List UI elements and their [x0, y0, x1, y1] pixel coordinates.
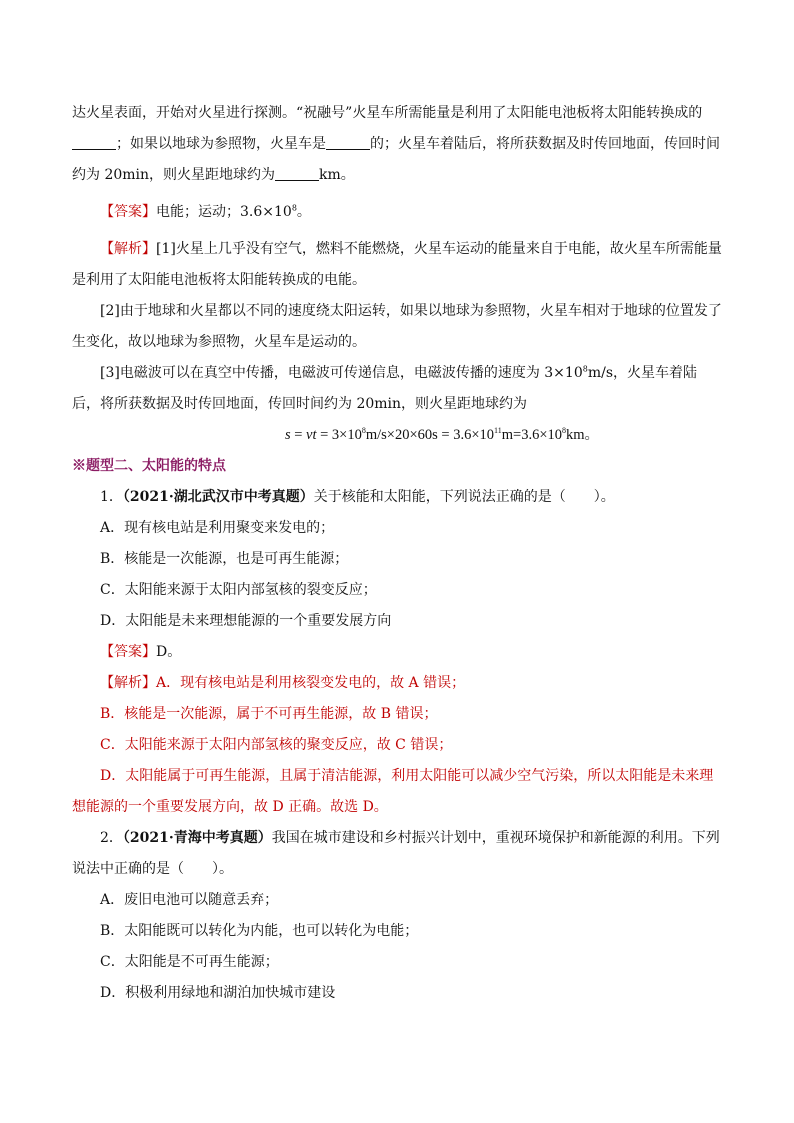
option-c: C．太阳能来源于太阳内部氢核的裂变反应； [100, 582, 377, 598]
analysis-paragraph-3: [3]电磁波可以在真空中传播，电磁波可传递信息，电磁波传播的速度为 $3\times 10^8m/s$，火星车着陆后，将所获数据及时传回地面，传回时间约为 20min，则火星距地球约为 [72, 364, 698, 412]
answer-blank [72, 134, 116, 150]
option-a: A．废旧电池可以随意丢弃； [100, 892, 279, 908]
option-d: D．积极利用绿地和湖泊加快城市建设 [100, 985, 336, 1001]
formula-line: s = vt = $3\times 10^8m/s\times 20\times 60s = 3.6\times 10^{11}m=3.6\times 10^8km$。 [284, 426, 600, 443]
answer-blank [275, 165, 319, 181]
answer-line: 【答案】电能；运动；$3.6\times 10^8$。 [100, 203, 311, 220]
option-b: B．核能是一次能源，也是可再生能源； [100, 551, 349, 567]
section-heading: ※题型二、太阳能的特点 [72, 458, 226, 474]
question-source: （2021·青海中考真题） [122, 830, 272, 846]
question-text-line3: 约为 20min，则火星距地球约为 km。 [72, 167, 355, 183]
answer-line: 【答案】D。 [100, 644, 182, 660]
option-a: A．现有核电站是利用聚变来发电的； [100, 520, 335, 536]
analysis-label: 【解析】 [100, 675, 156, 691]
answer-label: 【答案】 [100, 644, 156, 660]
question-source: （2021·湖北武汉市中考真题） [122, 489, 314, 505]
analysis-paragraph-2: [2]由于地球和火星都以不同的速度绕太阳运转，如果以地球为参照物，火星车相对于地球的位置发了生变化，故以地球为参照物，火星车是运动的。 [72, 303, 722, 350]
option-d: D．太阳能是未来理想能源的一个重要发展方向 [100, 613, 392, 629]
analysis-line: B．核能是一次能源，属于不可再生能源，故 B 错误； [100, 706, 438, 722]
question-1-stem: 1．（2021·湖北武汉市中考真题）关于核能和太阳能，下列说法正确的是（ ）。 [100, 489, 615, 505]
answer-blank [326, 134, 370, 150]
option-b: B．太阳能既可以转化为内能，也可以转化为电能； [100, 923, 419, 939]
analysis-paragraph-1: 【解析】[1]火星上几乎没有空气，燃料不能燃烧，火星车运动的能量来自于电能，故火星车所需能量是利用了太阳能电池板将太阳能转换成的电能。 [72, 241, 722, 288]
answer-label: 【答案】 [100, 204, 156, 220]
analysis-line: 【解析】A．现有核电站是利用核裂变发电的，故 A 错误； [100, 675, 466, 691]
analysis-line: C．太阳能来源于太阳内部氢核的聚变反应，故 C 错误； [100, 737, 453, 753]
question-text-line2: ；如果以地球为参照物，火星车是 的；火星车着陆后，将所获数据及时传回地面，传回时间 [72, 129, 722, 160]
option-c: C．太阳能是不可再生能源； [100, 954, 279, 970]
question-2-stem: 2．（2021·青海中考真题）我国在城市建设和乡村振兴计划中，重视环境保护和新能源的利用。下列说法中正确的是（ ）。 [72, 830, 720, 877]
analysis-line: D．太阳能属于可再生能源，且属于清洁能源，利用太阳能可以减少空气污染，所以太阳能是未来理想能源的一个重要发展方向，故 D 正确。故选 D。 [72, 768, 714, 815]
analysis-label: 【解析】 [100, 241, 156, 257]
question-text-line1: 达火星表面，开始对火星进行探测。“祝融号”火星车所需能量是利用了太阳能电池板将太阳能转换成的 [72, 105, 703, 121]
